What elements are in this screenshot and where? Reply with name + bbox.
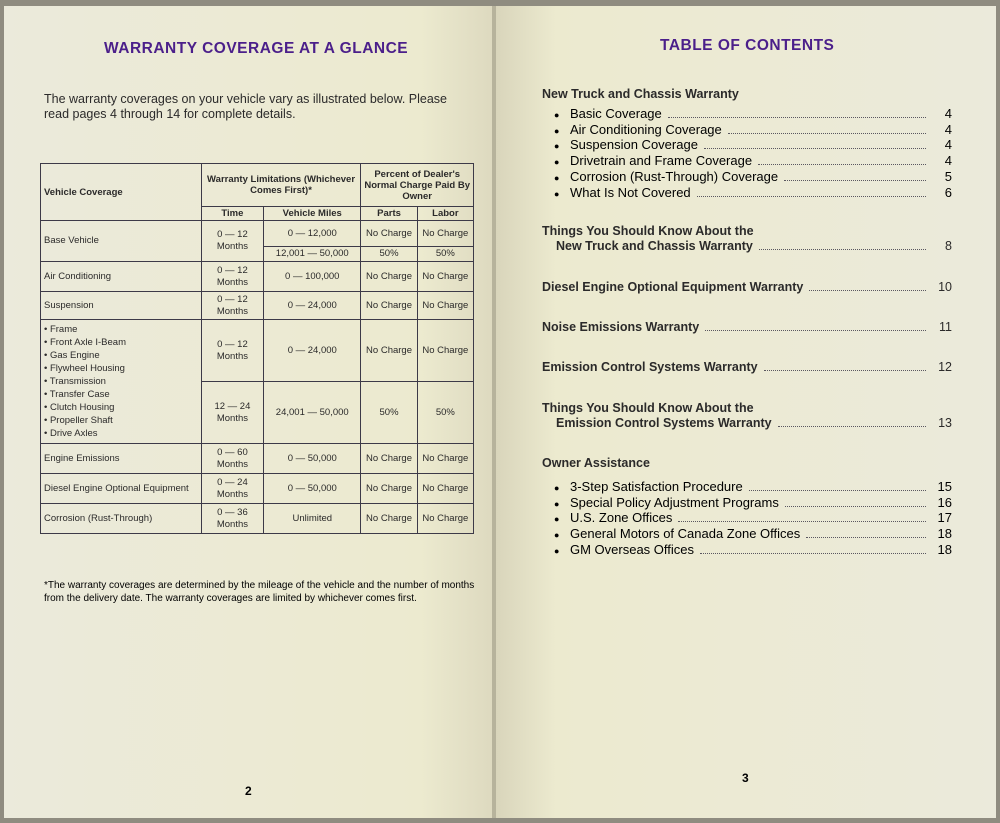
warranty-table: [40, 163, 474, 534]
parts-cell: No Charge: [361, 474, 417, 504]
parts-cell: No Charge: [361, 320, 417, 382]
toc-section-owner: [542, 456, 952, 559]
miles-cell: 0 — 50,000: [264, 444, 361, 474]
toc-entry-line: Diesel Engine Optional Equipment Warranty: [542, 280, 804, 294]
miles-cell: 12,001 — 50,000: [264, 247, 361, 262]
header-miles: Vehicle Miles: [264, 207, 361, 221]
toc-item[interactable]: ● Corrosion (Rust-Through) Coverage 5: [554, 168, 952, 184]
table-row: [41, 320, 474, 382]
toc-entry-diesel[interactable]: [542, 280, 952, 294]
toc-entry-noise[interactable]: [542, 320, 952, 334]
toc-item[interactable]: ● Air Conditioning Coverage 4: [554, 121, 952, 137]
header-parts: Parts: [361, 207, 417, 221]
toc-entry-line: Things You Should Know About the: [542, 401, 754, 415]
toc-entry-line: Emission Control Systems Warranty: [556, 416, 772, 430]
bullet-icon: ●: [554, 172, 560, 183]
toc-entry-emission[interactable]: [542, 360, 952, 374]
time-cell: 0 — 12 Months: [201, 262, 263, 292]
table-row: [41, 292, 474, 320]
header-vehicle-coverage: Vehicle Coverage: [41, 164, 202, 221]
coverage-cell: Diesel Engine Optional Equipment: [41, 474, 202, 504]
labor-cell: 50%: [417, 247, 473, 262]
toc-entry-line: Noise Emissions Warranty: [542, 320, 700, 334]
toc-entry-line: New Truck and Chassis Warranty: [556, 239, 753, 253]
toc-entry-line: Emission Control Systems Warranty: [542, 360, 758, 374]
time-cell: 0 — 12 Months: [201, 221, 263, 262]
footnote: *The warranty coverages are determined by the mileage of the vehicle and the number of months from the delivery date. The warranty coverages are limited by whichever comes first.: [44, 580, 475, 604]
labor-cell: No Charge: [417, 474, 473, 504]
bullet-icon: ●: [554, 514, 560, 525]
header-time: Time: [201, 207, 263, 221]
list-item: • Front Axle I-Beam: [44, 337, 126, 348]
parts-cell: 50%: [361, 382, 417, 444]
page-title-warranty: WARRANTY COVERAGE AT A GLANCE: [104, 40, 409, 57]
toc-page: 8: [945, 239, 952, 253]
toc-section-new-truck: [542, 87, 952, 201]
list-item: • Clutch Housing: [44, 402, 115, 413]
page-number-right: 3: [742, 771, 749, 785]
toc-item[interactable]: ● Special Policy Adjustment Programs 16: [554, 494, 952, 510]
bullet-icon: ●: [554, 125, 560, 136]
labor-cell: No Charge: [417, 262, 473, 292]
time-cell: 0 — 12 Months: [201, 292, 263, 320]
list-item: • Gas Engine: [44, 350, 100, 361]
coverage-cell: Air Conditioning: [41, 262, 202, 292]
labor-cell: No Charge: [417, 444, 473, 474]
toc-heading: Owner Assistance: [542, 456, 650, 470]
toc-item[interactable]: ● Suspension Coverage 4: [554, 137, 952, 153]
toc-item[interactable]: ● U.S. Zone Offices 17: [554, 510, 952, 526]
labor-cell: No Charge: [417, 320, 473, 382]
coverage-cell-drivetrain: [41, 320, 202, 444]
toc-item[interactable]: ● GM Overseas Offices 18: [554, 541, 952, 557]
parts-cell: 50%: [361, 247, 417, 262]
coverage-cell: Corrosion (Rust-Through): [41, 504, 202, 534]
table-row: [41, 504, 474, 534]
page-title-toc: TABLE OF CONTENTS: [660, 37, 835, 54]
header-warranty-limitations: Warranty Limitations (Whichever Comes First)*: [201, 164, 361, 207]
coverage-cell: Base Vehicle: [41, 221, 202, 262]
time-cell: 0 — 12 Months: [201, 320, 263, 382]
list-item: • Drive Axles: [44, 428, 98, 439]
toc-entry-line: Things You Should Know About the: [542, 224, 754, 238]
miles-cell: 0 — 50,000: [264, 474, 361, 504]
toc-page: 12: [938, 360, 952, 374]
bullet-icon: ●: [554, 157, 560, 168]
time-cell: 0 — 60 Months: [201, 444, 263, 474]
toc-item[interactable]: ● 3-Step Satisfaction Procedure 15: [554, 479, 952, 494]
toc-item[interactable]: ● Basic Coverage 4: [554, 106, 952, 121]
coverage-cell: Suspension: [41, 292, 202, 320]
toc-page: 13: [938, 416, 952, 430]
toc-heading: New Truck and Chassis Warranty: [542, 87, 739, 101]
miles-cell: 24,001 — 50,000: [264, 382, 361, 444]
page-number-left: 2: [245, 784, 252, 798]
bullet-icon: ●: [554, 483, 560, 493]
labor-cell: No Charge: [417, 292, 473, 320]
time-cell: 0 — 36 Months: [201, 504, 263, 534]
list-item: • Transfer Case: [44, 389, 110, 400]
miles-cell: 0 — 24,000: [264, 292, 361, 320]
parts-cell: No Charge: [361, 221, 417, 247]
time-cell: 0 — 24 Months: [201, 474, 263, 504]
toc-item[interactable]: ● Drivetrain and Frame Coverage 4: [554, 153, 952, 169]
toc-entry-things-emission[interactable]: [542, 401, 952, 431]
list-item: • Flywheel Housing: [44, 363, 125, 374]
intro-text: The warranty coverages on your vehicle vary as illustrated below. Please read pages 4 through 14 for complete details.: [44, 92, 447, 121]
miles-cell: 0 — 100,000: [264, 262, 361, 292]
toc-item[interactable]: ● General Motors of Canada Zone Offices 18: [554, 526, 952, 542]
labor-cell: No Charge: [417, 221, 473, 247]
bullet-icon: ●: [554, 188, 560, 199]
table-row: [41, 262, 474, 292]
table-row: [41, 444, 474, 474]
parts-cell: No Charge: [361, 262, 417, 292]
bullet-icon: ●: [554, 530, 560, 541]
toc-item[interactable]: ● What Is Not Covered 6: [554, 184, 952, 200]
miles-cell: 0 — 24,000: [264, 320, 361, 382]
toc-page: 10: [938, 280, 952, 294]
table-row: [41, 474, 474, 504]
labor-cell: No Charge: [417, 504, 473, 534]
parts-cell: No Charge: [361, 504, 417, 534]
table-row: [41, 221, 474, 247]
labor-cell: 50%: [417, 382, 473, 444]
parts-cell: No Charge: [361, 444, 417, 474]
parts-cell: No Charge: [361, 292, 417, 320]
header-percent: Percent of Dealer's Normal Charge Paid By Owner: [361, 164, 474, 207]
list-item: • Frame: [44, 324, 78, 335]
bullet-icon: ●: [554, 498, 560, 509]
list-item: • Transmission: [44, 376, 106, 387]
miles-cell: 0 — 12,000: [264, 221, 361, 247]
bullet-icon: ●: [554, 545, 560, 556]
bullet-icon: ●: [554, 141, 560, 152]
header-labor: Labor: [417, 207, 473, 221]
time-cell: 12 — 24 Months: [201, 382, 263, 444]
bullet-icon: ●: [554, 110, 560, 120]
toc-page: 11: [939, 320, 952, 334]
coverage-cell: Engine Emissions: [41, 444, 202, 474]
toc-entry-things-truck[interactable]: [542, 224, 952, 254]
miles-cell: Unlimited: [264, 504, 361, 534]
list-item: • Propeller Shaft: [44, 415, 113, 426]
